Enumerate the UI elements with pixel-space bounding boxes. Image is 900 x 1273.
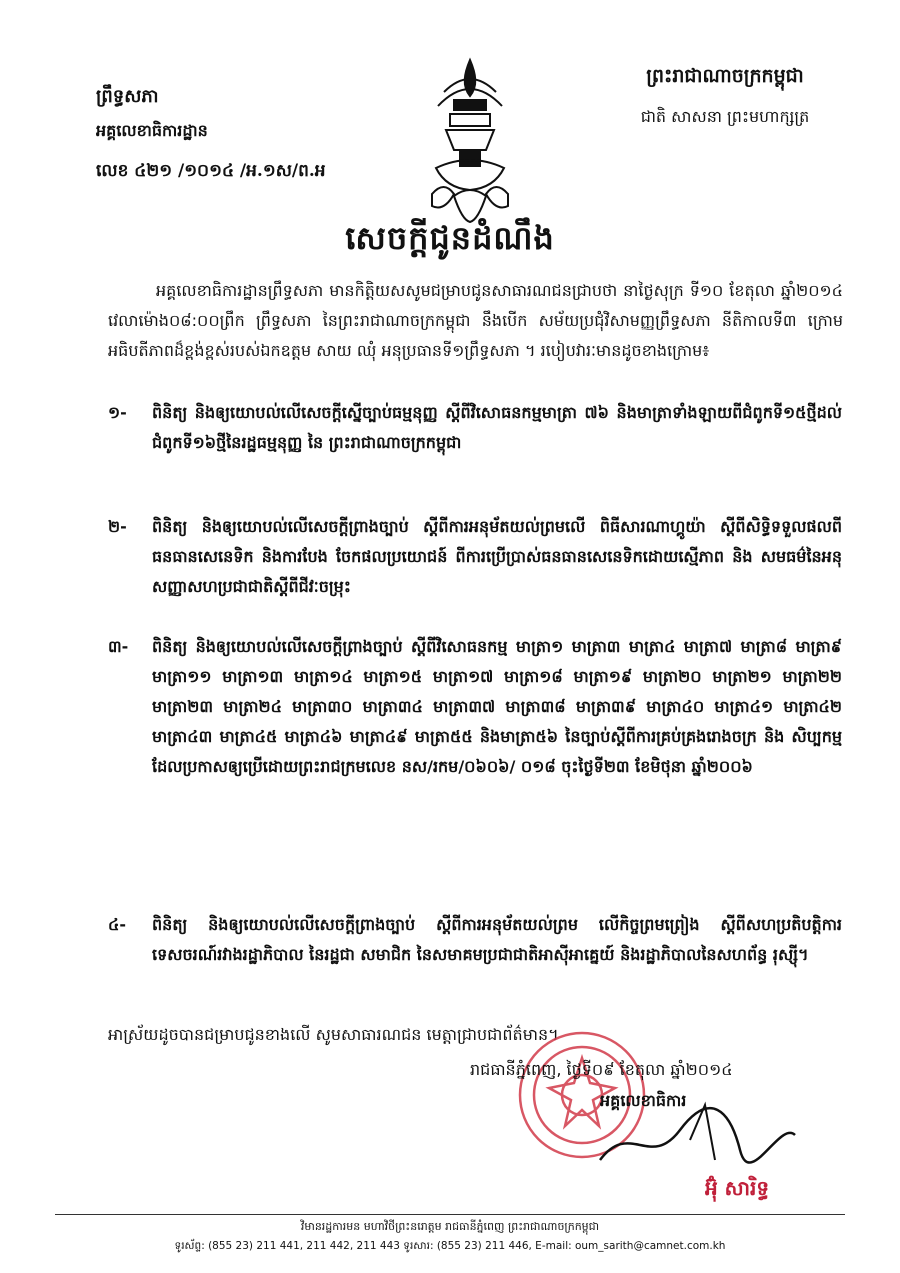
header-right bbox=[610, 62, 840, 130]
senate-emblem-icon bbox=[424, 56, 516, 224]
agenda-item-number: ២- bbox=[108, 517, 127, 536]
agenda-item-3 bbox=[108, 632, 842, 782]
agenda-item-1 bbox=[108, 398, 842, 458]
intro-paragraph: អគ្គលេខាធិការដ្ឋានព្រឹទ្ធសភា មានកិត្តិយសសូមជម្រាបជូនសាធារណជនជ្រាបថា នាថ្ងៃសុក្រ ទី១០ ខែតុលា ឆ្នាំ២០១៤ វេលាម៉ោង០៨:០០ព្រឹក ព្រឹទ្ធសភា នៃព្រះរាជាណាចក្រកម្ពុជា នឹងបើក សម័យប្រជុំវិសាមញ្ញព្រឹទ្ធសភា នីតិកាលទី៣ ក្រោមអធិបតីភាពដ៏ខ្ពង់ខ្ពស់របស់ឯកឧត្តម សាយ ឈុំ អនុប្រធានទី១ព្រឹទ្ធសភា ។ របៀបវារៈមានដូចខាងក្រោម៖ bbox=[108, 281, 843, 360]
agenda-item-number: ៤- bbox=[108, 915, 126, 934]
header-left bbox=[96, 86, 396, 182]
agenda-item-4 bbox=[108, 910, 842, 970]
closing-paragraph: អាស្រ័យដូចបានជម្រាបជូនខាងលើ សូមសាធារណជន មេត្តាជ្រាបជាព័ត៌មាន។ bbox=[108, 1025, 559, 1044]
agenda-item-text: ពិនិត្យ និងឲ្យយោបល់លើសេចក្តីព្រាងច្បាប់ ស្តីពីការអនុម័តយល់ព្រមលើ ពិធីសារណាហ្គូយ៉ា ស្តីពីសិទ្ធិទទួលផលពីធនធានសេនេទិក និងការបែង ចែកផលប្រយោជន៍ ពីការប្រើប្រាស់ធនធានសេនេទិកដោយស្មើភាព និង សមធម៌នៃអនុសញ្ញាសហប្រជាជាតិស្តីពីជីវៈចម្រុះ bbox=[152, 517, 842, 596]
footer-divider bbox=[55, 1214, 845, 1215]
department-name: អគ្គលេខាធិការដ្ឋាន bbox=[96, 121, 208, 140]
signatory-title: អគ្គលេខាធិការ bbox=[600, 1091, 687, 1110]
agenda-item-number: ៣- bbox=[108, 637, 129, 656]
institution-name: ព្រឹទ្ធសភា bbox=[96, 86, 159, 107]
agenda-item-2 bbox=[108, 512, 842, 602]
footer-address: វិមានរដ្ឋការមន មហាវិថីព្រះនរោត្តម រាជធានីភ្នំពេញ ព្រះរាជាណាចក្រកម្ពុជា bbox=[300, 1220, 600, 1233]
kingdom-name: ព្រះរាជាណាចក្រកម្ពុជា bbox=[646, 65, 804, 87]
national-motto: ជាតិ សាសនា ព្រះមហាក្សត្រ bbox=[640, 107, 810, 126]
agenda-item-text: ពិនិត្យ និងឲ្យយោបល់លើសេចក្តីស្នើច្បាប់ធម្មនុញ្ញ ស្តីពីវិសោធនកម្មមាត្រា ៧៦ និងមាត្រាទាំងឡាយពីជំពូកទី១៥ថ្មីដល់ជំពូកទី១៦ថ្មីនៃរដ្ឋធម្មនុញ្ញ នៃ ព្រះរាជាណាចក្រកម្ពុជា bbox=[152, 403, 842, 452]
agenda-item-text: ពិនិត្យ និងឲ្យយោបល់លើសេចក្តីព្រាងច្បាប់ ស្តីពីការអនុម័តយល់ព្រម លើកិច្ចព្រមព្រៀង ស្តីពីសហប្រតិបត្តិការ ទេសចរណ៍រវាងរដ្ឋាភិបាល នៃរដ្ឋជា សមាជិក នៃសមាគមប្រជាជាតិអាស៊ីអាគ្នេយ៍ និងរដ្ឋាភិបាលនៃសហព័ន្ធ រុស្ស៊ី។ bbox=[152, 915, 842, 964]
agenda-item-text: ពិនិត្យ និងឲ្យយោបល់លើសេចក្តីព្រាងច្បាប់ ស្តីពីវិសោធនកម្ម មាត្រា១ មាត្រា៣ មាត្រា៤ មាត្រា៧ មាត្រា៨ មាត្រា៩ មាត្រា១១ មាត្រា១៣ មាត្រា១៤ មាត្រា១៥ មាត្រា១៧ មាត្រា១៨ មាត្រា១៩ មាត្រា២០ មាត្រា២១ មាត្រា២២ មាត្រា២៣ មាត្រា២៤ មាត្រា៣០ មាត្រា៣៤ មាត្រា៣៧ មាត្រា៣៨ មាត្រា៣៩ មាត្រា៤០ មាត្រា៤១ មាត្រា៤២ មាត្រា៤៣ មាត្រា៤៥ មាត្រា៤៦ មាត្រា៤៩ មាត្រា៥៥ និងមាត្រា៥៦ នៃច្បាប់ស្តីពីការគ្រប់គ្រងរោងចក្រ និង សិប្បកម្ម ដែលប្រកាសឲ្យប្រើដោយព្រះរាជក្រមលេខ នស/រកម/០៦០៦/ ០១៨ ចុះថ្ងៃទី២៣ ខែមិថុនា ឆ្នាំ២០០៦ bbox=[152, 637, 842, 776]
reference-number: លេខ ៤២១ /១០១៤ /អ.១ស/ព.អ bbox=[96, 161, 326, 181]
agenda-item-number: ១- bbox=[108, 403, 127, 422]
document-title: សេចក្តីជូនដំណឹង bbox=[345, 219, 555, 257]
signatory-name: អ៊ុំ សារិទ្ធ bbox=[705, 1176, 770, 1200]
handwritten-signature-icon bbox=[590, 1100, 800, 1180]
footer-contacts: ទូរស័ព្ទ: (855 23) 211 441, 211 442, 211 443 ទូរសារ: (855 23) 211 446, E-mail: oum_sarith@camnet.com.kh bbox=[174, 1240, 726, 1252]
place-and-date: រាជធានីភ្នំពេញ, ថ្ងៃទី០៩ ខែតុលា ឆ្នាំ២០១៤ bbox=[470, 1060, 733, 1079]
